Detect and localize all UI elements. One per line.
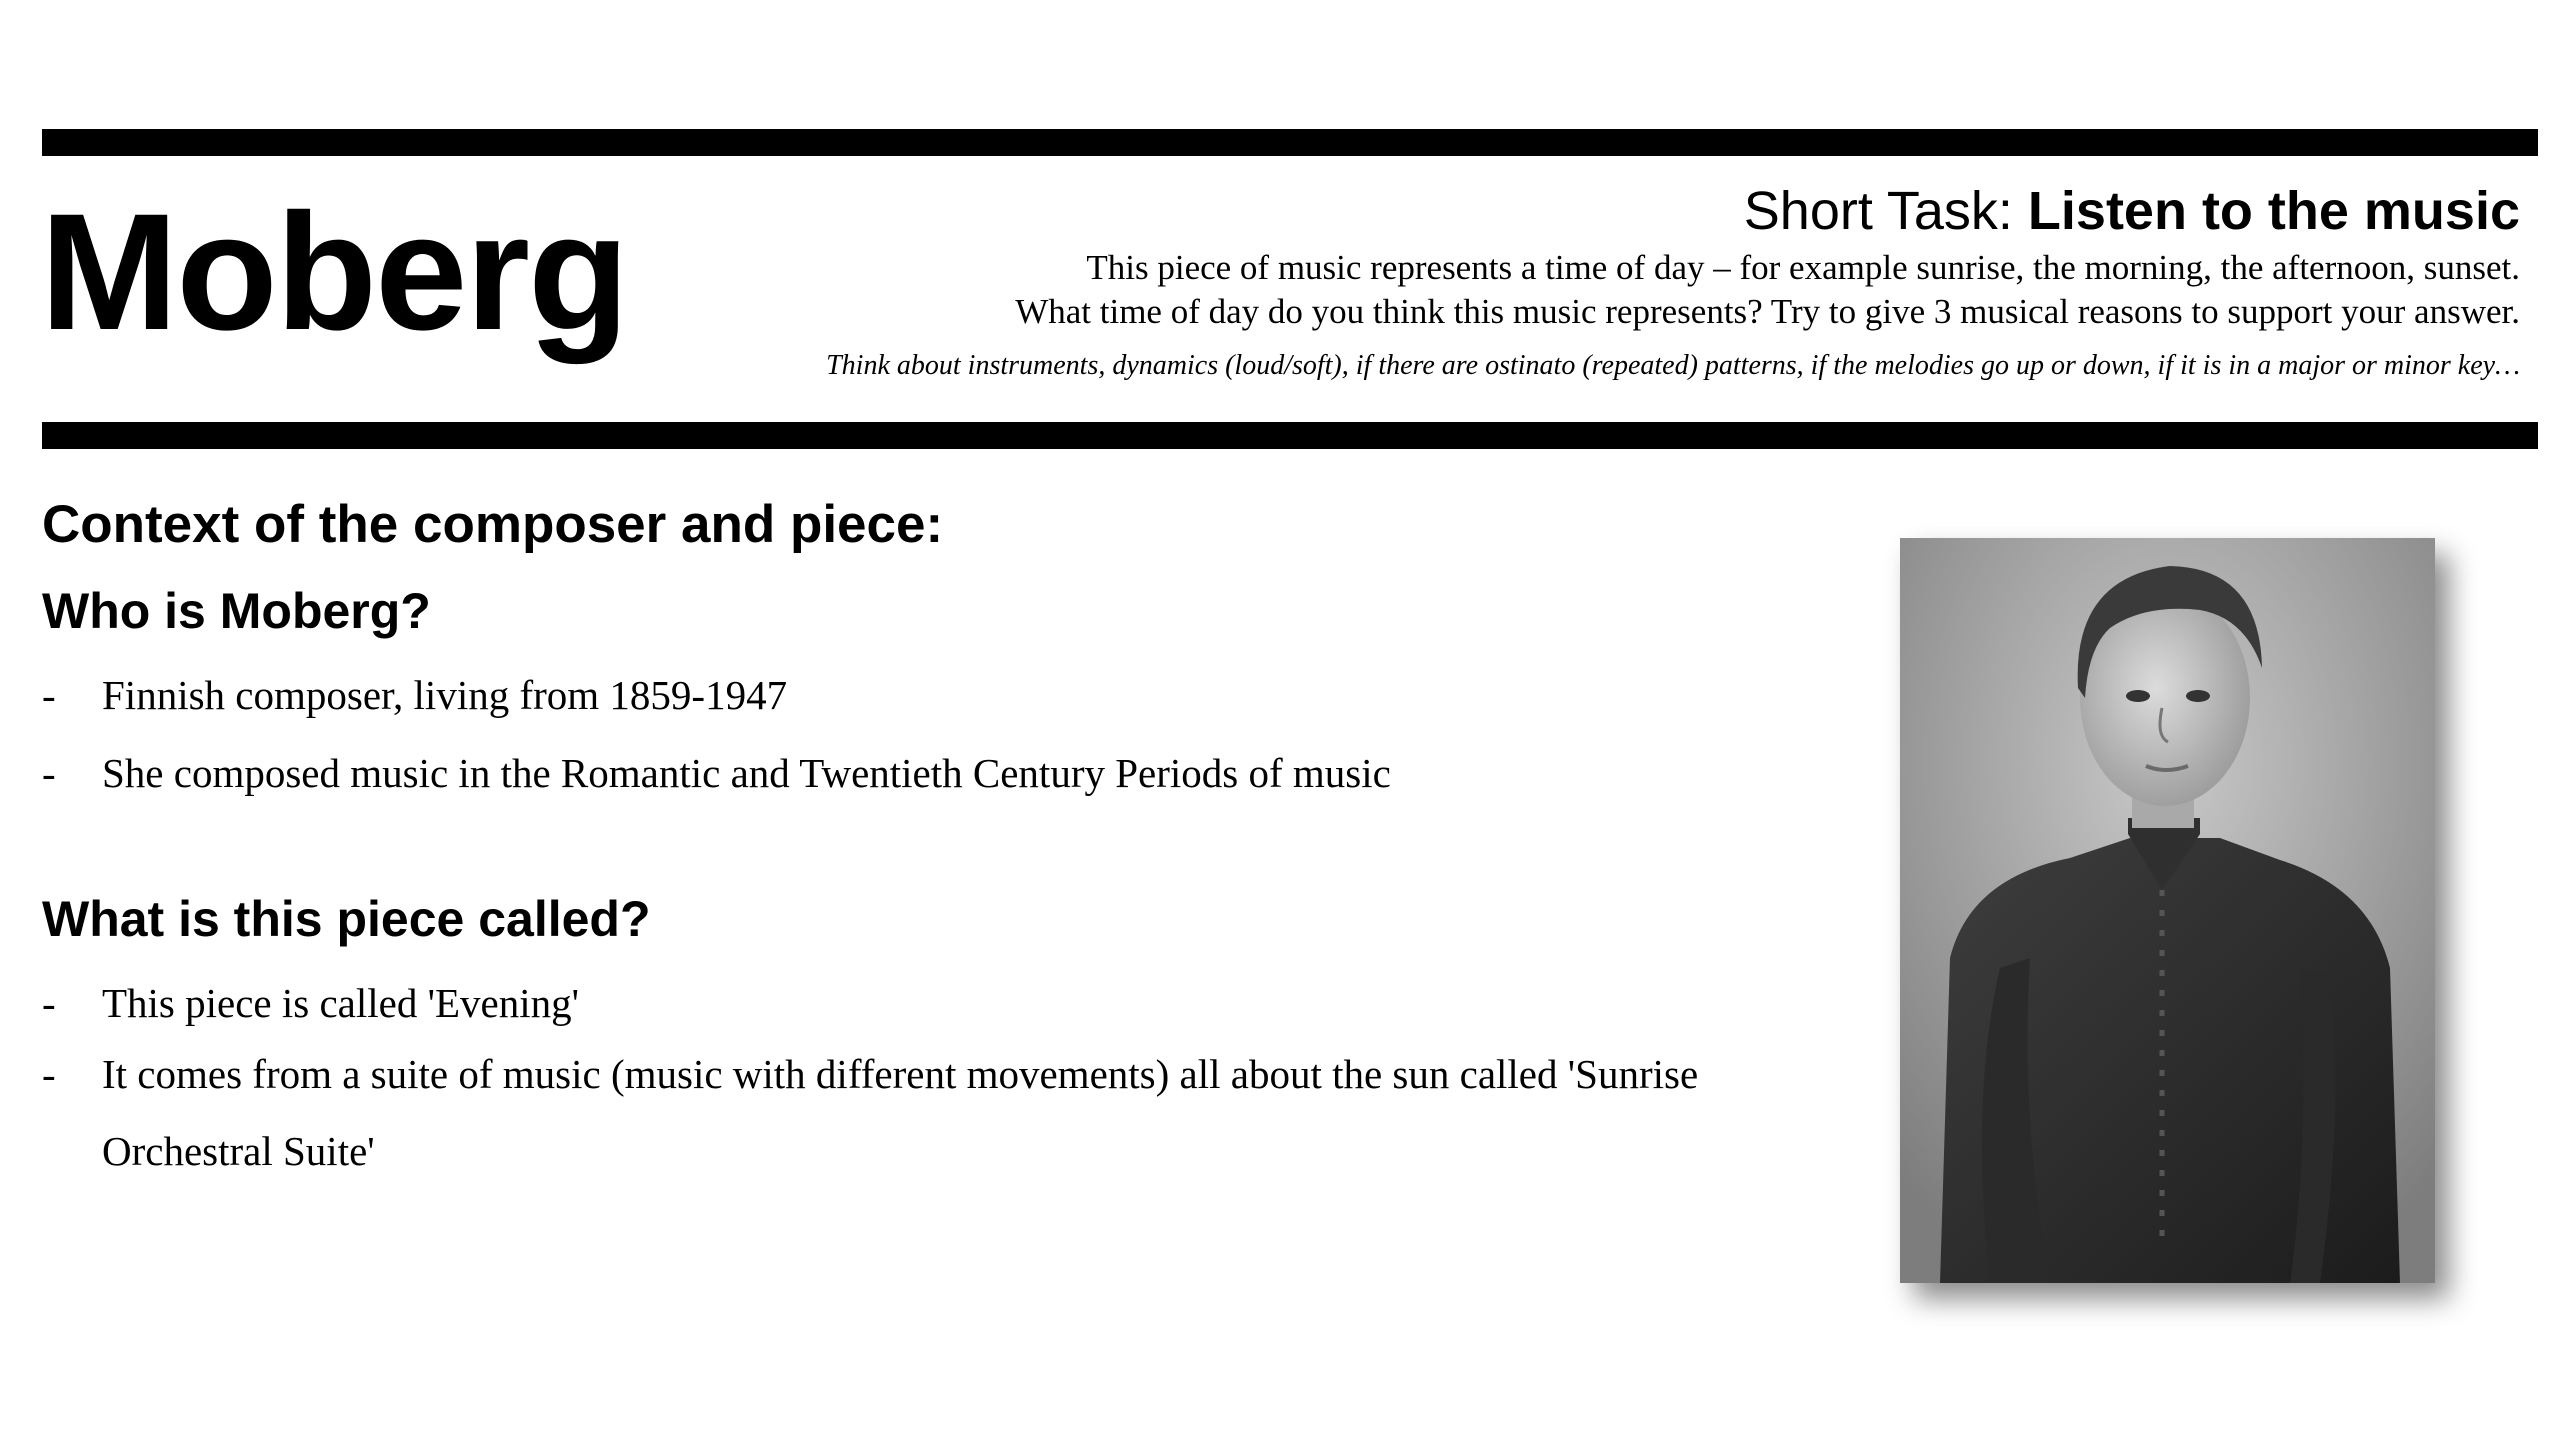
top-rule bbox=[42, 129, 2538, 156]
context-heading: Context of the composer and piece: bbox=[42, 495, 944, 554]
task-label: Short Task: bbox=[1743, 181, 2013, 241]
composer-portrait bbox=[1900, 538, 2435, 1283]
task-heading bbox=[560, 176, 2520, 246]
who-heading: Who is Moberg? bbox=[42, 583, 431, 639]
list-item bbox=[42, 668, 1391, 722]
what-list bbox=[42, 976, 1702, 1206]
task-line-1: This piece of music represents a time of day – for example sunrise, the morning, the afternoon, sunset. bbox=[1086, 248, 2520, 287]
what-heading: What is this piece called? bbox=[42, 891, 651, 947]
list-item-text: She composed music in the Romantic and Twentieth Century Periods of music bbox=[102, 750, 1391, 796]
task-line-2: What time of day do you think this music represents? Try to give 3 musical reasons to support your answer. bbox=[1015, 292, 2520, 331]
bottom-rule bbox=[42, 422, 2538, 449]
bullet-dash: - bbox=[42, 672, 56, 718]
task-hint: Think about instruments, dynamics (loud/soft), if there are ostinato (repeated) patterns, if the melodies go up or down, if it is in a major or minor key… bbox=[826, 350, 2520, 381]
list-item bbox=[42, 1036, 1702, 1190]
bullet-dash: - bbox=[42, 1051, 56, 1097]
task-title: Listen to the music bbox=[2027, 181, 2520, 241]
list-item bbox=[42, 746, 1391, 800]
page-title: Moberg bbox=[40, 180, 628, 365]
bullet-dash: - bbox=[42, 750, 56, 796]
list-item-text: Finnish composer, living from 1859-1947 bbox=[102, 672, 788, 718]
list-item bbox=[42, 976, 1702, 1030]
bullet-dash: - bbox=[42, 980, 56, 1026]
list-item-text: This piece is called 'Evening' bbox=[102, 980, 580, 1026]
who-list bbox=[42, 668, 1391, 824]
list-item-text: It comes from a suite of music (music with different movements) all about the sun called 'Sunrise Orchestral Suite' bbox=[102, 1051, 1699, 1174]
short-task-block bbox=[560, 176, 2520, 384]
portrait-illustration bbox=[1900, 538, 2435, 1283]
